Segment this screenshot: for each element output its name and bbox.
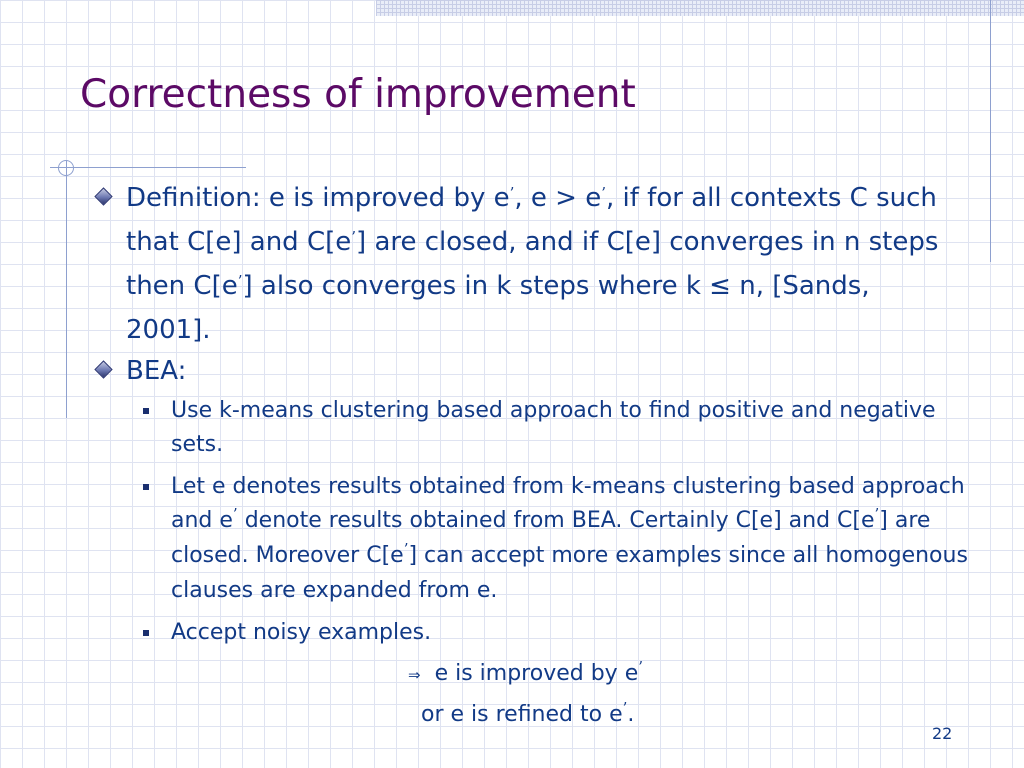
page-number: 22	[932, 724, 953, 743]
conclusion-line-1	[408, 656, 643, 693]
bea-sub2-text-2: denote results obtained from BEA. Certainly C[e] and C[e	[237, 508, 875, 533]
bea-sub-text-3: Accept noisy examples.	[171, 620, 432, 645]
conclusion-text-1: e is improved by e	[434, 661, 639, 686]
definition-text-5: ] also converges in k steps where k ≤ n, [Sands, 2001].	[126, 271, 870, 345]
square-bullet-icon	[143, 408, 149, 414]
bea-sub-bullet-3	[92, 616, 972, 650]
bea-sub2-text-3: ] are closed. Moreover C[e	[171, 508, 931, 568]
decorative-title-underline	[50, 167, 246, 168]
definition-text-2: , e > e	[514, 183, 602, 213]
prime-mark: ’	[351, 228, 357, 246]
bea-sub-bullet-2	[92, 470, 972, 608]
prime-mark: ’	[509, 184, 515, 202]
diamond-bullet-icon	[94, 360, 112, 378]
prime-mark: ’	[403, 540, 409, 558]
decorative-right-line	[990, 0, 991, 262]
bea-label: BEA:	[126, 356, 187, 386]
slide-title: Correctness of improvement	[80, 72, 636, 117]
decorative-top-band	[376, 0, 1024, 16]
conclusion-text-2: or e is refined to e	[421, 702, 623, 727]
decorative-circle-icon	[58, 160, 74, 176]
conclusion-text-2-end: .	[627, 702, 635, 727]
definition-bullet	[92, 178, 946, 351]
implies-arrow-icon: ⇒	[408, 666, 421, 684]
bea-sub2-text-4: ] can accept more examples since all homogenous clauses are expanded from e.	[171, 543, 968, 603]
bea-bullet	[92, 351, 972, 392]
slide-content	[92, 178, 972, 650]
prime-mark: ’	[874, 505, 880, 523]
bea-sub2-text-1: Let e denotes results obtained from k-means clustering based approach and e	[171, 474, 965, 533]
diamond-bullet-icon	[94, 187, 112, 205]
definition-text-3: , if for all contexts C such that C[e] and C[e	[126, 183, 937, 257]
definition-text-1: Definition: e is improved by e	[126, 183, 510, 213]
definition-text-4: ] are closed, and if C[e] converges in n steps then C[e	[126, 227, 939, 301]
bea-sub-bullet-1	[92, 394, 972, 462]
square-bullet-icon	[143, 484, 149, 490]
bea-sub-text-1: Use k-means clustering based approach to find positive and negative sets.	[171, 398, 936, 457]
prime-mark: ’	[622, 699, 628, 717]
prime-mark: ’	[232, 505, 238, 523]
prime-mark: ’	[237, 272, 243, 290]
square-bullet-icon	[143, 630, 149, 636]
prime-mark: ’	[638, 658, 644, 676]
prime-mark: ’	[601, 184, 607, 202]
decorative-left-line	[66, 160, 67, 418]
conclusion-line-2	[421, 697, 634, 734]
